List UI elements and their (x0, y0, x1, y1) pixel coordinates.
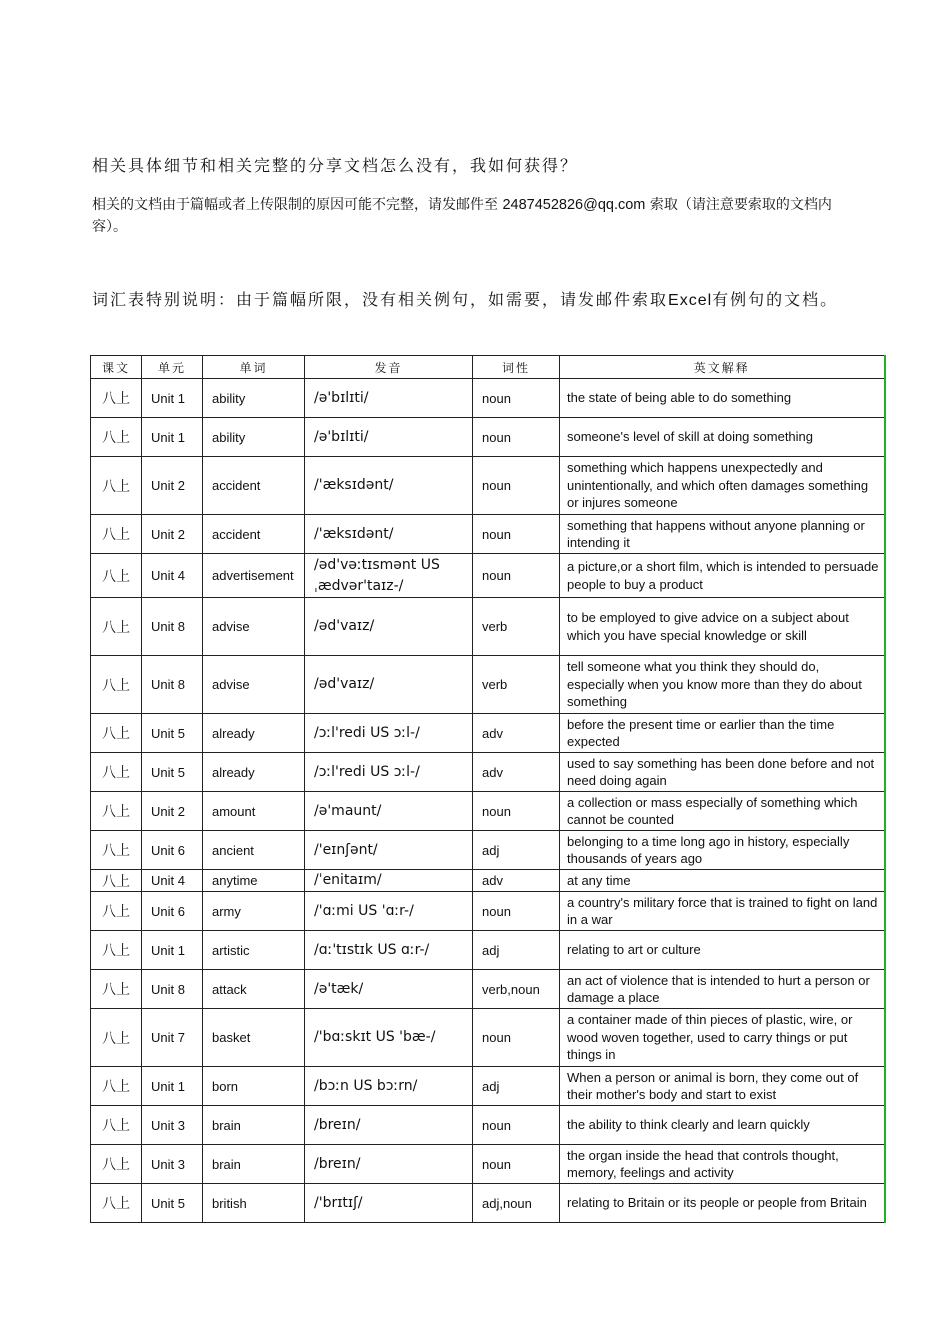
cell-unit: Unit 7 (142, 1009, 203, 1067)
answer-text-before: 相关的文档由于篇幅或者上传限制的原因可能不完整，请发邮件至 (92, 197, 503, 213)
cell-pronunciation: /bɔːn US bɔːrn/ (305, 1067, 473, 1106)
cell-unit: Unit 8 (142, 598, 203, 656)
cell-word: advise (203, 656, 305, 714)
cell-definition: used to say something has been done before and not need doing again (560, 753, 885, 792)
cell-part-of-speech: verb (473, 598, 560, 656)
vocabulary-note (92, 287, 867, 313)
header-lesson: 课文 (91, 356, 142, 379)
cell-definition: belonging to a time long ago in history, especially thousands of years ago (560, 831, 885, 870)
cell-unit: Unit 3 (142, 1106, 203, 1145)
table-row (91, 792, 885, 831)
contact-email: 2487452826@qq.com (502, 197, 646, 213)
cell-definition: When a person or animal is born, they come out of their mother's body and start to exist (560, 1067, 885, 1106)
cell-unit: Unit 5 (142, 1184, 203, 1223)
cell-word: amount (203, 792, 305, 831)
table-row (91, 554, 885, 598)
cell-word: artistic (203, 931, 305, 970)
cell-word: ancient (203, 831, 305, 870)
cell-word: basket (203, 1009, 305, 1067)
cell-pronunciation: /breɪn/ (305, 1106, 473, 1145)
cell-lesson: 八上 (91, 379, 142, 418)
cell-pronunciation: /ɔːl'redi US ɔːl-/ (305, 714, 473, 753)
cell-word: accident (203, 457, 305, 515)
cell-pronunciation: /əd'vaɪz/ (305, 598, 473, 656)
table-row (91, 892, 885, 931)
cell-pronunciation: /ə'bɪlɪti/ (305, 379, 473, 418)
cell-part-of-speech: adv (473, 753, 560, 792)
cell-definition: something that happens without anyone planning or intending it (560, 515, 885, 554)
cell-lesson: 八上 (91, 554, 142, 598)
cell-pronunciation: /ə'tæk/ (305, 970, 473, 1009)
cell-unit: Unit 6 (142, 892, 203, 931)
cell-unit: Unit 5 (142, 714, 203, 753)
table-row (91, 753, 885, 792)
cell-part-of-speech: adj (473, 931, 560, 970)
table-row (91, 1184, 885, 1223)
cell-unit: Unit 6 (142, 831, 203, 870)
table-row (91, 656, 885, 714)
cell-part-of-speech: adv (473, 870, 560, 892)
cell-definition: at any time (560, 870, 885, 892)
cell-definition: a picture,or a short film, which is intended to persuade people to buy a product (560, 554, 885, 598)
cell-word: accident (203, 515, 305, 554)
note-excel: Excel (668, 292, 713, 309)
cell-unit: Unit 1 (142, 418, 203, 457)
cell-word: already (203, 714, 305, 753)
cell-definition: relating to Britain or its people or people from Britain (560, 1184, 885, 1223)
cell-pronunciation: /əd'vaɪz/ (305, 656, 473, 714)
cell-part-of-speech: noun (473, 1009, 560, 1067)
cell-lesson: 八上 (91, 457, 142, 515)
cell-definition: a collection or mass especially of something which cannot be counted (560, 792, 885, 831)
cell-lesson: 八上 (91, 1145, 142, 1184)
cell-unit: Unit 4 (142, 870, 203, 892)
table-row (91, 457, 885, 515)
header-word: 单词 (203, 356, 305, 379)
cell-unit: Unit 1 (142, 931, 203, 970)
cell-part-of-speech: verb,noun (473, 970, 560, 1009)
table-row (91, 1009, 885, 1067)
cell-unit: Unit 4 (142, 554, 203, 598)
note-text-after: 有例句的文档。 (712, 290, 839, 309)
cell-word: british (203, 1184, 305, 1223)
cell-lesson: 八上 (91, 892, 142, 931)
cell-part-of-speech: noun (473, 418, 560, 457)
cell-definition: someone's level of skill at doing something (560, 418, 885, 457)
table-row (91, 714, 885, 753)
cell-word: advertisement (203, 554, 305, 598)
cell-pronunciation: /'æksɪdənt/ (305, 515, 473, 554)
cell-definition: the state of being able to do something (560, 379, 885, 418)
cell-definition: a country's military force that is trained to fight on land in a war (560, 892, 885, 931)
cell-lesson: 八上 (91, 1106, 142, 1145)
cell-definition: the organ inside the head that controls thought, memory, feelings and activity (560, 1145, 885, 1184)
cell-part-of-speech: adj (473, 831, 560, 870)
cell-lesson: 八上 (91, 970, 142, 1009)
cell-word: already (203, 753, 305, 792)
cell-pronunciation: /ɔːl'redi US ɔːl-/ (305, 753, 473, 792)
cell-lesson: 八上 (91, 931, 142, 970)
cell-lesson: 八上 (91, 598, 142, 656)
cell-unit: Unit 8 (142, 656, 203, 714)
cell-pronunciation: /'eɪnʃənt/ (305, 831, 473, 870)
cell-part-of-speech: noun (473, 1106, 560, 1145)
table-row (91, 831, 885, 870)
cell-part-of-speech: noun (473, 1145, 560, 1184)
cell-part-of-speech: noun (473, 457, 560, 515)
cell-lesson: 八上 (91, 870, 142, 892)
header-pronunciation: 发音 (305, 356, 473, 379)
cell-pronunciation: /ɑː'tɪstɪk US ɑːr-/ (305, 931, 473, 970)
cell-lesson: 八上 (91, 515, 142, 554)
cell-pronunciation: /ˈenitaɪm/ (305, 870, 473, 892)
table-row (91, 515, 885, 554)
cell-unit: Unit 1 (142, 379, 203, 418)
cell-lesson: 八上 (91, 1184, 142, 1223)
cell-lesson: 八上 (91, 831, 142, 870)
cell-definition: something which happens unexpectedly and unintentionally, and which often damages something or injures someone (560, 457, 885, 515)
cell-pronunciation: /ə'bɪlɪti/ (305, 418, 473, 457)
cell-pronunciation: /'æksɪdənt/ (305, 457, 473, 515)
cell-word: attack (203, 970, 305, 1009)
cell-lesson: 八上 (91, 418, 142, 457)
faq-answer (92, 194, 862, 238)
cell-word: brain (203, 1145, 305, 1184)
cell-pronunciation: /'brɪtɪʃ/ (305, 1184, 473, 1223)
cell-word: ability (203, 418, 305, 457)
cell-word: army (203, 892, 305, 931)
cell-pronunciation: /'ɑːmi US 'ɑːr-/ (305, 892, 473, 931)
header-part-of-speech: 词性 (473, 356, 560, 379)
cell-unit: Unit 5 (142, 753, 203, 792)
cell-word: advise (203, 598, 305, 656)
cell-pronunciation: /əd'vəːtɪsmənt US ˌædvər'taɪz-/ (305, 554, 473, 598)
cell-lesson: 八上 (91, 656, 142, 714)
table-row (91, 970, 885, 1009)
cell-definition: an act of violence that is intended to hurt a person or damage a place (560, 970, 885, 1009)
cell-part-of-speech: noun (473, 554, 560, 598)
cell-lesson: 八上 (91, 753, 142, 792)
table-row (91, 418, 885, 457)
cell-unit: Unit 8 (142, 970, 203, 1009)
cell-lesson: 八上 (91, 1009, 142, 1067)
header-unit: 单元 (142, 356, 203, 379)
table-row (91, 1145, 885, 1184)
cell-word: anytime (203, 870, 305, 892)
cell-part-of-speech: noun (473, 379, 560, 418)
table-row (91, 1067, 885, 1106)
cell-definition: before the present time or earlier than the time expected (560, 714, 885, 753)
cell-definition: the ability to think clearly and learn quickly (560, 1106, 885, 1145)
cell-word: born (203, 1067, 305, 1106)
cell-word: ability (203, 379, 305, 418)
table-header-row (91, 356, 885, 379)
cell-definition: to be employed to give advice on a subject about which you have special knowledge or skill (560, 598, 885, 656)
answer-text-after: 索取（请注意要索取的文档内容）。 (92, 197, 832, 235)
cell-unit: Unit 2 (142, 515, 203, 554)
cell-pronunciation: /'bɑːskɪt US 'bæ-/ (305, 1009, 473, 1067)
cell-unit: Unit 1 (142, 1067, 203, 1106)
cell-lesson: 八上 (91, 714, 142, 753)
table-row (91, 379, 885, 418)
cell-part-of-speech: noun (473, 792, 560, 831)
cell-part-of-speech: adv (473, 714, 560, 753)
vocabulary-table (90, 355, 886, 1223)
faq-question: 相关具体细节和相关完整的分享文档怎么没有，我如何获得？ (92, 156, 579, 175)
table-row (91, 870, 885, 892)
table-row (91, 931, 885, 970)
table-row (91, 1106, 885, 1145)
cell-pronunciation: /breɪn/ (305, 1145, 473, 1184)
cell-unit: Unit 2 (142, 792, 203, 831)
cell-definition: tell someone what you think they should do, especially when you know more than they do about something (560, 656, 885, 714)
cell-part-of-speech: adj (473, 1067, 560, 1106)
cell-word: brain (203, 1106, 305, 1145)
table-row (91, 598, 885, 656)
cell-part-of-speech: noun (473, 892, 560, 931)
cell-lesson: 八上 (91, 792, 142, 831)
note-text-before: 词汇表特别说明：由于篇幅所限，没有相关例句，如需要，请发邮件索取 (92, 290, 669, 309)
cell-lesson: 八上 (91, 1067, 142, 1106)
cell-unit: Unit 3 (142, 1145, 203, 1184)
cell-part-of-speech: verb (473, 656, 560, 714)
cell-part-of-speech: adj,noun (473, 1184, 560, 1223)
cell-definition: a container made of thin pieces of plastic, wire, or wood woven together, used to carry things or put things in (560, 1009, 885, 1067)
cell-definition: relating to art or culture (560, 931, 885, 970)
cell-part-of-speech: noun (473, 515, 560, 554)
header-english-definition: 英文解释 (560, 356, 885, 379)
cell-unit: Unit 2 (142, 457, 203, 515)
cell-pronunciation: /ə'maunt/ (305, 792, 473, 831)
